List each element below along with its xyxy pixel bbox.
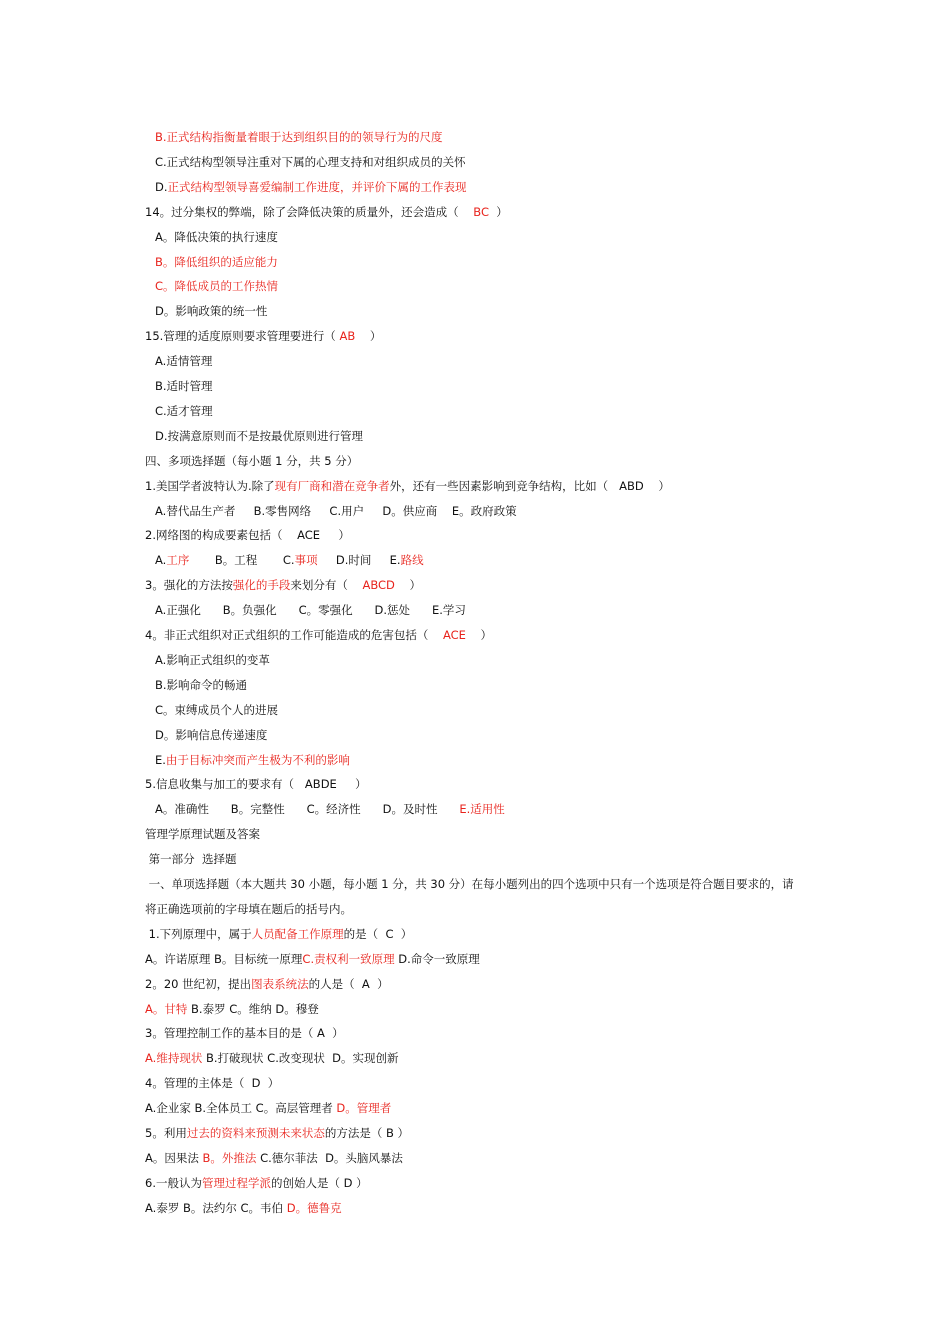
text-line — [155, 255, 278, 269]
text-line — [155, 379, 213, 393]
answer-highlight-text: D。德鲁克 — [286, 1200, 342, 1215]
body-text: C。束缚成员个人的进展 — [155, 702, 279, 717]
body-text: A。准确性 B。完整性 C。经济性 D。及时性 — [155, 802, 460, 817]
body-text: A。降低决策的执行速度 — [155, 229, 278, 244]
answer-highlight-text: B。降低组织的适应能力 — [155, 254, 278, 269]
body-text: ） — [394, 578, 422, 593]
text-line — [145, 528, 350, 542]
text-line — [145, 877, 794, 891]
body-text: B。工程 C. — [189, 553, 295, 568]
body-text: 4。管理的主体是（ D ） — [145, 1076, 280, 1091]
answer-highlight-text: E.适用性 — [459, 802, 505, 817]
text-line — [145, 1002, 319, 1016]
text-line — [145, 1201, 342, 1215]
body-text: D.命令一致原理 — [394, 951, 480, 966]
text-line — [145, 1026, 344, 1040]
text-line — [145, 777, 367, 791]
text-line — [145, 1176, 368, 1190]
body-text: ） — [465, 628, 493, 642]
body-text: E. — [155, 752, 166, 767]
text-line — [155, 653, 270, 667]
text-line — [155, 304, 267, 318]
body-text: 的是（ C ） — [343, 926, 413, 941]
body-text: C.德尔菲法 D。头脑风暴法 — [256, 1150, 403, 1165]
text-line — [155, 354, 212, 368]
text-line — [155, 728, 267, 742]
body-text: B.适时管理 — [155, 379, 213, 393]
text-line — [155, 678, 247, 692]
body-text: D。影响政策的统一性 — [155, 304, 268, 319]
body-text: A.企业家 B.全体员工 C。高层管理者 — [145, 1101, 337, 1116]
body-text: 将正确选项前的字母填在题后的括号内。 — [145, 901, 352, 916]
body-text: 5.信息收集与加工的要求有（ ABDE ） — [145, 777, 367, 792]
body-text: B.影响命令的畅通 — [155, 677, 248, 692]
body-text: 1.美国学者波特认为.除了 — [145, 478, 275, 493]
body-text: 1.下列原理中，属于 — [145, 926, 252, 941]
answer-highlight-text: 正式结构型领导喜爱编制工作进度，并评价下属的工作表现 — [167, 179, 467, 194]
answer-highlight-text: 路线 — [400, 553, 424, 568]
text-line — [145, 1151, 403, 1165]
body-text: A.适情管理 — [155, 354, 213, 369]
text-line — [145, 977, 389, 991]
answer-highlight-text: 强化的手段 — [232, 578, 291, 593]
answer-highlight-text: 由于目标冲突而产生极为不利的影响 — [165, 752, 350, 767]
body-text: 15.管理的适度原则要求管理要进行（ — [145, 329, 340, 344]
body-text: B.泰罗 C。维纳 D。穆登 — [187, 1001, 319, 1016]
body-text: ） — [355, 329, 382, 344]
body-text: 的人是（ A ） — [308, 976, 389, 991]
text-line — [155, 180, 467, 194]
text-line — [145, 205, 508, 219]
body-text: 6.一般认为 — [145, 1175, 202, 1190]
body-text: A.泰罗 B。法约尔 C。韦伯 — [145, 1200, 287, 1215]
text-line — [145, 1101, 391, 1115]
text-line — [155, 429, 363, 443]
body-text: ） — [488, 204, 508, 219]
body-text: C.适才管理 — [155, 403, 213, 418]
answer-highlight-text: A。甘特 — [145, 1001, 188, 1016]
text-line — [155, 279, 278, 293]
text-line — [155, 703, 278, 717]
answer-highlight-text: C。降低成员的工作热情 — [155, 279, 279, 294]
answer-highlight-text: 工序 — [166, 553, 190, 568]
body-text: A.替代品生产者 B.零售网络 C.用户 D。供应商 E。政府政策 — [155, 503, 517, 518]
answer-highlight-text: BC — [473, 204, 489, 219]
text-line — [145, 454, 358, 468]
body-text: 2。20 世纪初，提出 — [145, 976, 252, 991]
text-line — [145, 902, 352, 916]
body-text: A.正强化 B。负强化 C。零强化 D.惩处 E.学习 — [155, 603, 466, 618]
answer-highlight-text: 图表系统法 — [251, 976, 309, 991]
text-line — [155, 504, 517, 518]
body-text: D. — [155, 179, 168, 194]
answer-highlight-text: C.责权利一致原理 — [302, 951, 395, 966]
body-text: 一、单项选择题（本大题共 30 小题，每小题 1 分，共 30 分）在每小题列出的四个选项中只有一个选项是符合题目要求的，请 — [145, 877, 794, 891]
text-line — [145, 852, 236, 866]
answer-highlight-text: 人员配备工作原理 — [251, 926, 344, 941]
text-line — [155, 130, 443, 144]
answer-highlight-text: D。管理者 — [336, 1101, 392, 1116]
body-text: A. — [155, 553, 167, 568]
body-text: 2.网络图的构成要素包括（ ACE ） — [145, 528, 350, 543]
text-line — [155, 155, 466, 169]
text-line — [145, 927, 412, 941]
body-text: 的创始人是（ D ） — [270, 1175, 368, 1190]
body-text: A.影响正式组织的变革 — [155, 652, 270, 667]
body-text: 14。过分集权的弊端，除了会降低决策的质量外，还会造成（ — [145, 204, 474, 219]
answer-highlight-text: AB — [339, 329, 356, 344]
text-line — [155, 553, 424, 567]
answer-highlight-text: B.正式结构指衡量着眼于达到组织目的的领导行为的尺度 — [155, 130, 443, 144]
answer-highlight-text: A.维持现状 — [145, 1051, 203, 1066]
text-line — [155, 802, 505, 816]
answer-highlight-text: 现有厂商和潜在竞争者 — [274, 478, 390, 493]
body-text: D.按满意原则而不是按最优原则进行管理 — [155, 428, 364, 443]
text-line — [145, 1076, 279, 1090]
text-line — [155, 603, 466, 617]
text-line — [145, 952, 480, 966]
body-text: 四、多项选择题（每小题 1 分，共 5 分） — [145, 453, 359, 468]
answer-highlight-text: ABCD — [362, 578, 395, 593]
body-text: D.时间 E. — [317, 553, 401, 568]
answer-highlight-text: 事项 — [294, 553, 318, 568]
body-text: C.正式结构型领导注重对下属的心理支持和对组织成员的关怀 — [155, 154, 466, 169]
text-line — [145, 329, 381, 343]
body-text: 的方法是（ B ） — [324, 1126, 410, 1140]
body-text: B.打破现状 C.改变现状 D。实现创新 — [202, 1051, 399, 1066]
body-text: A。因果法 — [145, 1150, 203, 1165]
text-line — [145, 1126, 409, 1140]
body-text: 5。利用 — [145, 1126, 187, 1140]
text-line — [155, 404, 213, 418]
answer-highlight-text: 过去的资料来预测未来状态 — [186, 1126, 325, 1140]
body-text: D。影响信息传递速度 — [155, 727, 268, 742]
text-line — [145, 479, 670, 493]
body-text: 3。管理控制工作的基本目的是（ A ） — [145, 1026, 344, 1041]
text-line — [155, 230, 278, 244]
text-line — [145, 628, 492, 642]
text-line — [145, 827, 260, 841]
body-text: 管理学原理试题及答案 — [145, 827, 260, 842]
body-text: 3。强化的方法按 — [145, 578, 233, 593]
answer-highlight-text: ACE — [442, 628, 466, 642]
body-text: A。许诺原理 B。目标统一原理 — [145, 951, 303, 966]
body-text: 4。非正式组织对正式组织的工作可能造成的危害包括（ — [145, 628, 443, 642]
body-text: 第一部分 选择题 — [145, 852, 237, 867]
body-text: 外，还有一些因素影响到竞争结构，比如（ ABD ） — [389, 478, 670, 493]
text-line — [145, 1051, 399, 1065]
text-line — [155, 753, 350, 767]
answer-highlight-text: B。外推法 — [202, 1150, 257, 1165]
text-line — [145, 578, 421, 592]
answer-highlight-text: 管理过程学派 — [201, 1175, 271, 1190]
body-text: 来划分有（ — [290, 578, 363, 593]
